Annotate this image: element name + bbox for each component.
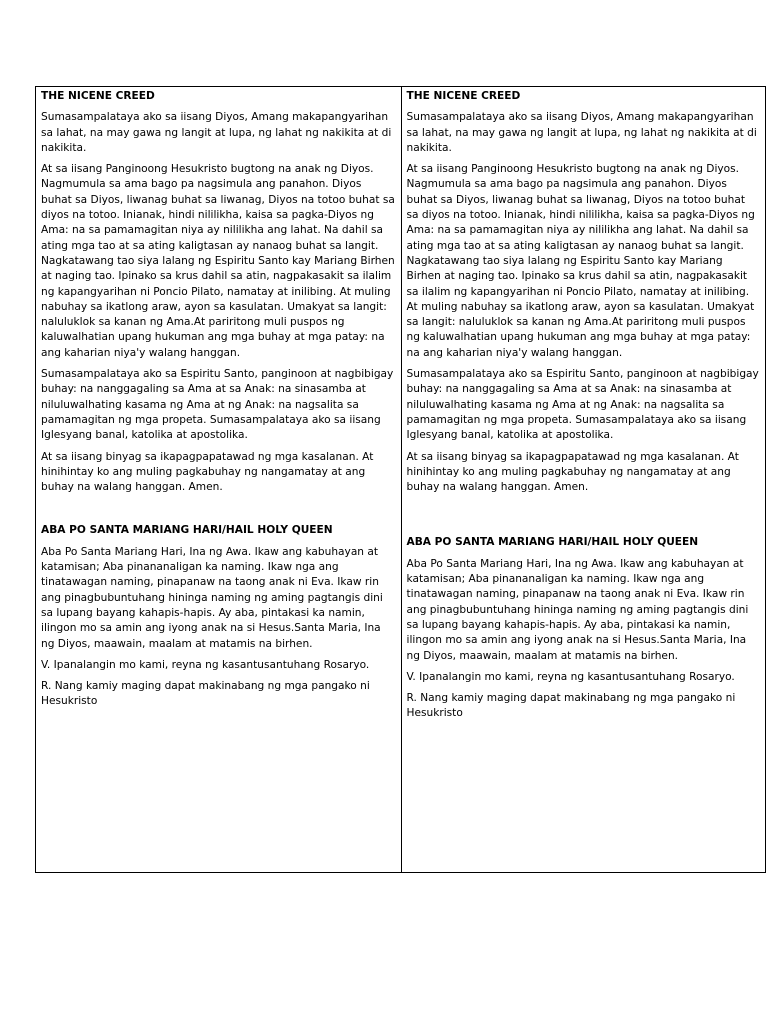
nicene-creed-title: THE NICENE CREED [41, 90, 155, 102]
nicene-creed-paragraph-1: Sumasampalataya ako sa iisang Diyos, Amang makapangyarihan sa lahat, na may gawa ng langit at lupa, ng lahat ng nakikita at di nakikita. [41, 111, 392, 154]
nicene-creed-title: THE NICENE CREED [406, 90, 521, 102]
hail-holy-queen-title: ABA PO SANTA MARIANG HARI/HAIL HOLY QUEEN [406, 536, 699, 549]
section-spacer [41, 501, 396, 523]
nicene-creed-paragraph-2: At sa iisang Panginoong Hesukristo bugtong na anak ng Diyos. Nagmumula sa ama bago pa nagsimula ang panahon. Diyos buhat sa Diyos, liwanag buhat sa liwanag, Diyos na totoo buhat sa diyos na totoo. Inianak, hindi nililikha, kaisa sa pagka-Diyos ng Ama: na sa pamamagitan niya ay nililikha ang lahat. Na dahil sa ating mga tao at sa ating kaligtasan ay nanaog buhat sa langit. Nagkatawang tao siya lalang ng Espiritu Santo kay Mariang Birhen at naging tao. Ipinako sa krus dahil sa atin, nagpakasakit sa ilalim ng kapangyarihan ni Poncio Pilato, namatay at inilibing. At muling nabuhay sa ikatlong araw, ayon sa kasulatan. Umakyat sa langit: naluluklok sa kanan ng Ama.At pariritong muli puspos ng kaluwalhatian upang hukuman ang mga buhay at mga patay: na ang kaharian niya'y walang hanggan. [41, 163, 395, 359]
nicene-creed-paragraph-3: Sumasampalataya ako sa Espiritu Santo, panginoon at nagbibigay buhay: na nanggagaling sa Ama at sa Anak: na sinasamba at niluluwalhating kasama ng Ama at ng Anak: na nagsalita sa pamamagitan ng mga propeta. Sumasampalataya ako sa iisang Iglesyang banal, katolika at apostolika. [41, 368, 394, 442]
right-column [401, 87, 766, 872]
nicene-creed-paragraph-3: Sumasampalataya ako sa Espiritu Santo, panginoon at nagbibigay buhay: na nanggagaling sa Ama at sa Anak: na sinasamba at niluluwalhating kasama ng Ama at ng Anak: na nagsalita sa pamamagitan ng mga propeta. Sumasampalataya ako sa iisang Iglesyang banal, katolika at apostolika. [406, 368, 759, 442]
prayer-card-sheet [35, 86, 766, 873]
hail-holy-queen-paragraph: Aba Po Santa Mariang Hari, Ina ng Awa. Ikaw ang kabuhayan at katamisan; Aba pinananaligan ka naming. Ikaw nga ang tinatawagan naming, pinapanaw na taong anak ni Eva. Ikaw rin ang pinagbubuntuhang hininga naming ng aming pagtangis dini sa lupang bayang kahapis-hapis. Ay aba, pintakasi ka namin, ilingon mo sa amin ang iyong anak na si Hesus.Santa Maria, Ina ng Diyos, maawain, maalam at matamis na birhen. [406, 557, 749, 662]
nicene-creed-paragraph-2: At sa iisang Panginoong Hesukristo bugtong na anak ng Diyos. Nagmumula sa ama bago pa nagsimula ang panahon. Diyos buhat sa Diyos, liwanag buhat sa liwanag, Diyos na totoo buhat sa diyos na totoo. Inianak, hindi nililikha, kaisa sa pagka-Diyos ng Ama: na sa pamamagitan niya ay nililikha ang lahat. Na dahil sa ating mga tao at sa ating kaligtasan ay nanaog buhat sa langit. Nagkatawang tao siya lalang ng Espiritu Santo kay Mariang Birhen at naging tao. Ipinako sa krus dahil sa atin, nagpakasakit sa ilalim ng kapangyarihan ni Poncio Pilato, namatay at inilibing. At muling nabuhay sa ikatlong araw, ayon sa kasulatan. Umakyat sa langit: naluluklok sa kanan ng Ama.At pariritong muli puspos ng kaluwalhatian upang hukuman ang mga buhay at mga patay: na ang kaharian niya'y walang hanggan. [406, 163, 755, 359]
response-text: R. Nang kamiy maging dapat makinabang ng mga pangako ni Hesukristo [406, 692, 736, 720]
nicene-creed-paragraph-1: Sumasampalataya ako sa iisang Diyos, Amang makapangyarihan sa lahat, na may gawa ng langit at lupa, ng lahat ng nakikita at di nakikita. [406, 111, 757, 154]
hail-holy-queen-paragraph: Aba Po Santa Mariang Hari, Ina ng Awa. Ikaw ang kabuhayan at katamisan; Aba pinananaligan ka naming. Ikaw nga ang tinatawagan naming, pinapanaw na taong anak ni Eva. Ikaw rin ang pinagbubuntuhang hininga naming ng aming pagtangis dini sa lupang bayang kahapis-hapis. Ay aba, pintakasi ka namin, ilingon mo sa amin ang iyong anak na si Hesus.Santa Maria, Ina ng Diyos, maawain, maalam at matamis na birhen. [41, 545, 383, 650]
versicle-text: V. Ipanalangin mo kami, reyna ng kasantusantuhang Rosaryo. [41, 658, 370, 671]
section-spacer [407, 501, 761, 535]
nicene-creed-paragraph-4: At sa iisang binyag sa ikapagpapatawad ng mga kasalanan. At hinihintay ko ang muling pagkabuhay ng nangamatay at ang buhay na walang hanggan. Amen. [406, 450, 739, 494]
nicene-creed-paragraph-4: At sa iisang binyag sa ikapagpapatawad ng mga kasalanan. At hinihintay ko ang muling pagkabuhay ng nangamatay at ang buhay na walang hanggan. Amen. [41, 450, 374, 494]
hail-holy-queen-title: ABA PO SANTA MARIANG HARI/HAIL HOLY QUEEN [41, 524, 333, 537]
response-text: R. Nang kamiy maging dapat makinabang ng mga pangako ni Hesukristo [41, 680, 370, 708]
left-column [36, 87, 401, 872]
versicle-text: V. Ipanalangin mo kami, reyna ng kasantusantuhang Rosaryo. [406, 670, 735, 683]
